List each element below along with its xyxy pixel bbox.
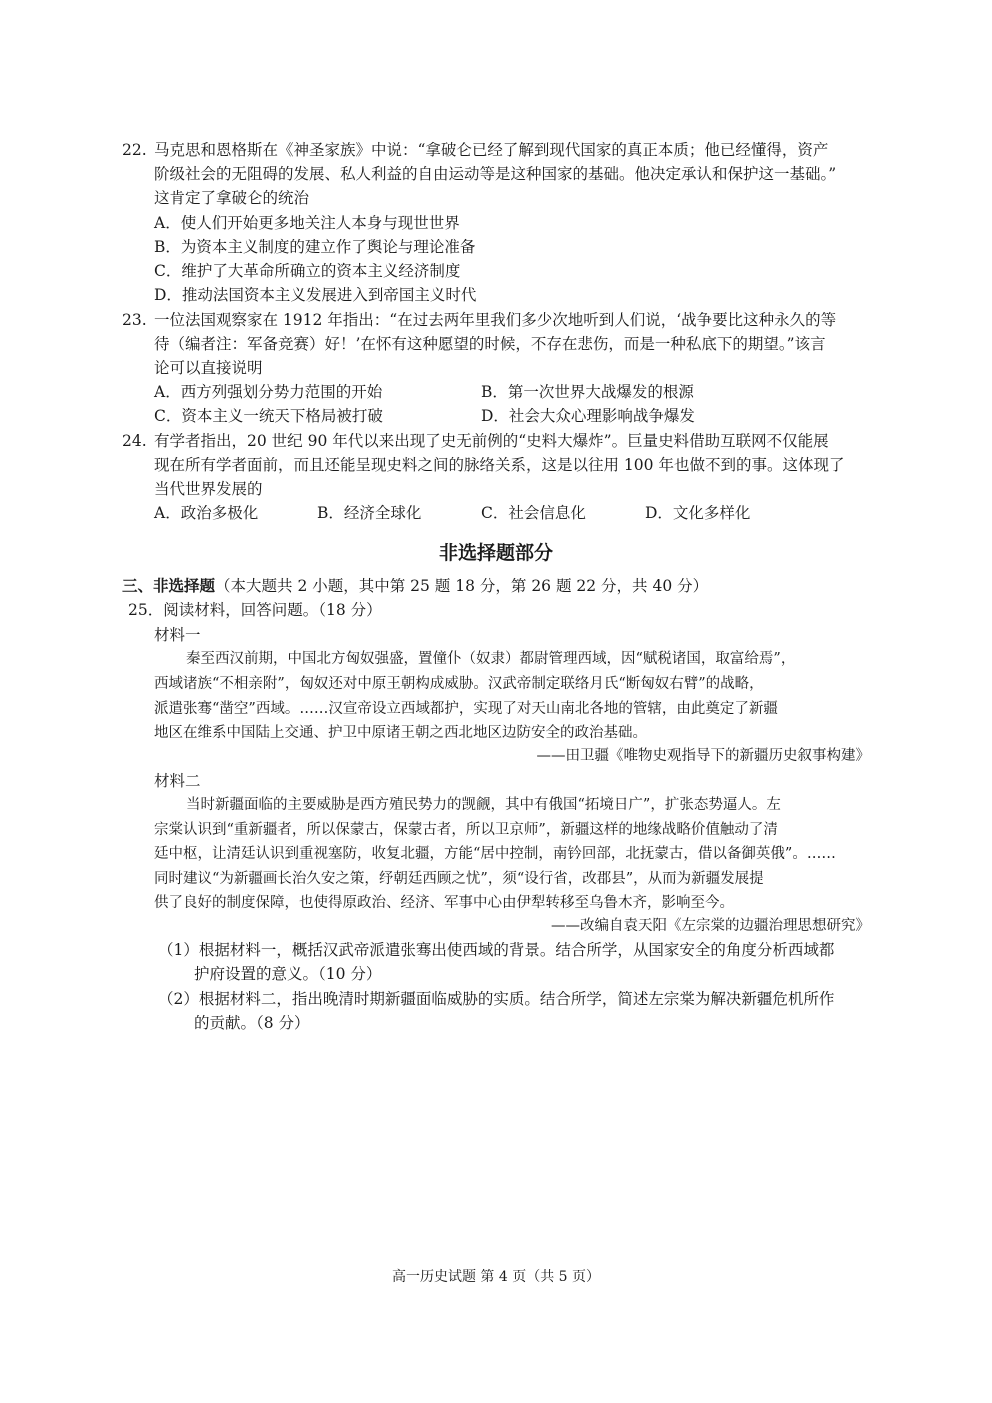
q22-line-3: 这肯定了拿破仑的统治 (154, 189, 310, 207)
q24-line-1 (122, 429, 829, 453)
q25-sub2-line-1: （2）根据材料二，指出晚清时期新疆面临威胁的实质。结合所学，简述左宗棠为解决新疆危机所作 (158, 990, 835, 1008)
q23-line-3: 论可以直接说明 (154, 359, 263, 377)
part3-label: 三、非选择题 (122, 577, 216, 595)
q23-option-c: C．资本主义一统天下格局被打破 (154, 407, 383, 425)
material-2-line-3: 廷中枢，让清廷认识到重视塞防，收复北疆，方能“居中控制，南钤回部，北抚蒙古，借以备御英俄”。…… (154, 846, 836, 862)
material-1-title: 材料一 (154, 626, 201, 644)
q25-sub1-line-2: 护府设置的意义。（10 分） (194, 965, 382, 983)
material-2-line-5: 供了良好的制度保障，也使得原政治、经济、军事中心由伊犁转移至乌鲁木齐，影响至今。 (154, 895, 734, 911)
q22-number: 22. (122, 141, 147, 159)
q23-option-b: B．第一次世界大战爆发的根源 (481, 383, 694, 401)
material-1-line-4: 地区在维系中国陆上交通、护卫中原诸王朝之西北地区边防安全的政治基础。 (154, 725, 647, 741)
part3-desc: （本大题共 2 小题，其中第 25 题 18 分，第 26 题 22 分，共 40 分） (215, 577, 709, 595)
q22-option-a: A．使人们开始更多地关注人本身与现世世界 (154, 214, 460, 232)
material-1-source: ——田卫疆《唯物史观指导下的新疆历史叙事构建》 (536, 748, 870, 764)
q22-line-1 (122, 138, 828, 162)
material-2-line-4: 同时建议“为新疆画长治久安之策，纾朝廷西顾之忧”，须“设行省，改郡县”，从而为新疆发展提 (154, 871, 764, 887)
q24-option-d: D．文化多样化 (645, 504, 751, 522)
material-1-line-2: 西域诸族“不相亲附”，匈奴还对中原王朝构成威胁。汉武帝制定联络月氏“断匈奴右臂”的战略， (154, 676, 764, 692)
q25-intro: 25．阅读材料，回答问题。（18 分） (128, 601, 382, 619)
q24-option-a: A．政治多极化 (154, 504, 259, 522)
q23-line-2: 待（编者注：军备竞赛）好！’在怀有这种愿望的时候，不存在悲伤，而是一种私底下的期望。”该言 (154, 335, 826, 353)
q24-line-2: 现在所有学者面前，而且还能呈现史料之间的脉络关系，这是以往用 100 年也做不到的事。这体现了 (154, 456, 845, 474)
q22-option-b: B．为资本主义制度的建立作了舆论与理论准备 (154, 238, 476, 256)
q23-option-d: D．社会大众心理影响战争爆发 (481, 407, 695, 425)
q24-option-c: C．社会信息化 (481, 504, 586, 522)
q22-option-d: D．推动法国资本主义发展进入到帝国主义时代 (154, 286, 477, 304)
q24-line-3: 当代世界发展的 (154, 480, 263, 498)
material-1-line-1: 秦至西汉前期，中国北方匈奴强盛，置僮仆（奴隶）都尉管理西域，因“赋税诸国，取富给焉”， (186, 651, 796, 667)
material-2-source: ——改编自袁天阳《左宗棠的边疆治理思想研究》 (551, 918, 870, 934)
q24-option-b: B．经济全球化 (317, 504, 422, 522)
material-2-title: 材料二 (154, 772, 201, 790)
q23-text: 一位法国观察家在 1912 年指出：“在过去两年里我们多少次地听到人们说，‘战争要比这种永久的等 (154, 311, 837, 329)
q23-option-a: A．西方列强划分势力范围的开始 (154, 383, 383, 401)
material-1-line-3: 派遣张骞“凿空”西域。……汉宣帝设立西域都护，实现了对天山南北各地的管辖，由此奠定了新疆 (154, 701, 778, 717)
material-2-line-1: 当时新疆面临的主要威胁是西方殖民势力的觊觎，其中有俄国“拓境日广”，扩张态势逼人。左 (186, 797, 781, 813)
q22-text: 马克思和恩格斯在《神圣家族》中说：“拿破仑已经了解到现代国家的真正本质；他已经懂得，资产 (154, 141, 829, 159)
part3-heading (122, 574, 708, 598)
q23-line-1 (122, 308, 836, 332)
q24-text: 有学者指出，20 世纪 90 年代以来出现了史无前例的“史料大爆炸”。巨量史料借助互联网不仅能展 (154, 432, 829, 450)
q24-number: 24. (122, 432, 147, 450)
q22-option-c: C．维护了大革命所确立的资本主义经济制度 (154, 262, 461, 280)
page-footer: 高一历史试题 第 4 页（共 5 页） (391, 1269, 601, 1285)
q25-sub1-line-1: （1）根据材料一，概括汉武帝派遣张骞出使西域的背景。结合所学，从国家安全的角度分析西域都 (158, 941, 835, 959)
section-title: 非选择题部分 (438, 542, 553, 564)
q23-number: 23. (122, 311, 147, 329)
material-2-line-2: 宗棠认识到“重新疆者，所以保蒙古，保蒙古者，所以卫京师”，新疆这样的地缘战略价值触动了清 (154, 822, 778, 838)
q22-line-2: 阶级社会的无阻碍的发展、私人利益的自由运动等是这种国家的基础。他决定承认和保护这一基础。” (154, 165, 837, 183)
q25-sub2-line-2: 的贡献。（8 分） (194, 1014, 310, 1032)
